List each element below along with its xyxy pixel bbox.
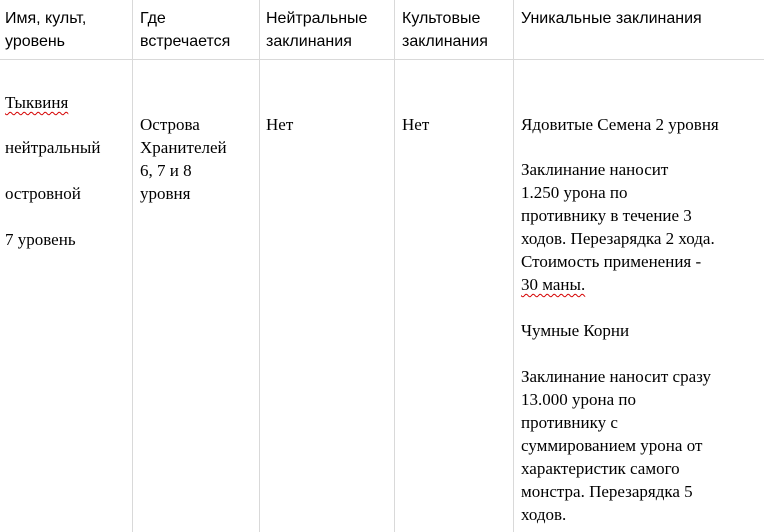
header-line: уровень	[5, 33, 66, 50]
monster-name	[5, 91, 68, 114]
monster-cult: нейтральный	[5, 138, 101, 157]
header-cult-spells	[402, 7, 488, 53]
description-line: 13.000 урона по	[521, 390, 636, 409]
description-text: 30 маны.	[521, 275, 586, 294]
monster-type: островной	[5, 184, 81, 203]
location-line: Острова	[140, 115, 200, 134]
description-line: ходов.	[521, 505, 567, 524]
description-line: характеристик самого	[521, 459, 680, 478]
cult-spells-value: Нет	[402, 115, 430, 134]
location-line: Хранителей	[140, 138, 227, 157]
header-name-cult-level	[5, 7, 86, 53]
description-line	[521, 273, 715, 296]
location-line: уровня	[140, 184, 191, 203]
description-line: монстра. Перезарядка 5	[521, 482, 693, 501]
monster-name-text: Тыквиня	[5, 93, 69, 112]
description-line: ходов. Перезарядка 2 хода.	[521, 229, 715, 248]
monster-level: 7 уровень	[5, 230, 76, 249]
column-divider	[259, 0, 260, 532]
header-line: заклинания	[266, 33, 352, 50]
unique-spell-1-description	[521, 158, 715, 296]
unique-spell-2-description	[521, 365, 711, 526]
header-line: заклинания	[402, 33, 488, 50]
unique-spell-2-name: Чумные Корни	[521, 321, 630, 340]
description-line: 1.250 урона по	[521, 183, 628, 202]
monster-location	[140, 113, 227, 205]
description-line: суммированием урона от	[521, 436, 703, 455]
header-line: Культовые	[402, 10, 481, 27]
description-line: Заклинание наносит	[521, 160, 669, 179]
description-line: противнику с	[521, 413, 618, 432]
column-divider	[394, 0, 395, 532]
header-line: встречается	[140, 33, 231, 50]
header-line: Где	[140, 10, 166, 27]
location-line: 6, 7 и 8	[140, 161, 192, 180]
neutral-spells-value: Нет	[266, 115, 294, 134]
header-line: Имя, культ,	[5, 10, 87, 27]
unique-spell-1-name: Ядовитые Семена 2 уровня	[521, 115, 719, 134]
description-line: Заклинание наносит сразу	[521, 367, 711, 386]
header-line: Уникальные заклинания	[521, 10, 702, 27]
column-divider	[132, 0, 133, 532]
header-location	[140, 7, 230, 53]
header-neutral-spells	[266, 7, 367, 53]
header-unique-spells	[521, 7, 702, 30]
column-divider	[513, 0, 514, 532]
description-line: Стоимость применения -	[521, 252, 702, 271]
header-divider	[0, 59, 764, 60]
description-line: противнику в течение 3	[521, 206, 692, 225]
header-line: Нейтральные	[266, 10, 368, 27]
